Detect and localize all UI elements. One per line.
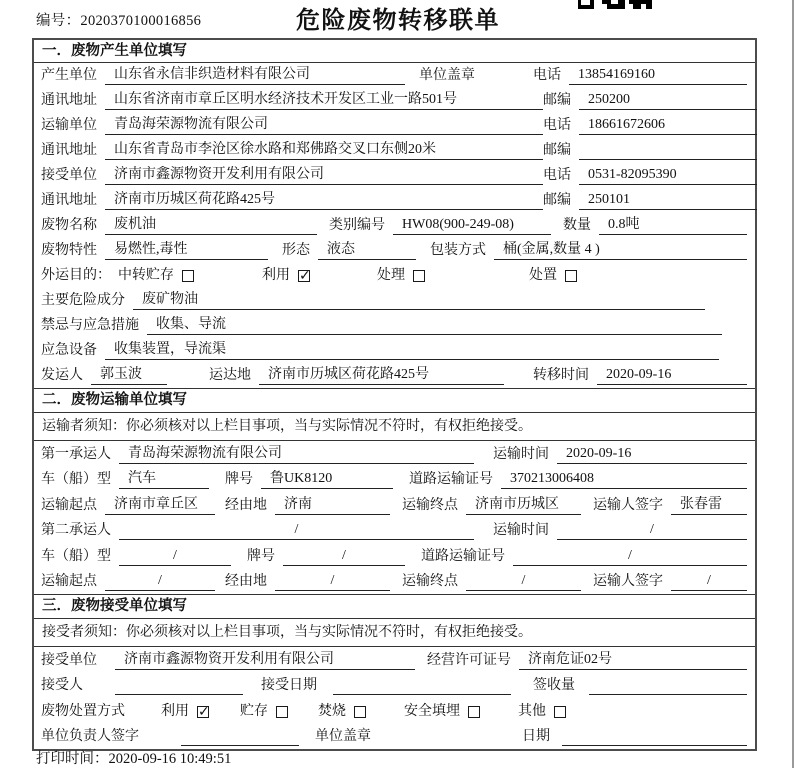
receipt-quantity-value (589, 677, 747, 695)
second-carrier-value: / (119, 521, 474, 540)
transporter-unit-value: 青岛海荣源物流有限公司 (105, 116, 543, 135)
transporter-tel-value: 18661672606 (579, 116, 757, 135)
vehicle-type-label: 车（船）型 (41, 472, 111, 487)
transport-time-2-label: 运输时间 (493, 523, 549, 538)
plate-number-value: 鲁UK8120 (261, 470, 393, 489)
road-permit-value: 370213006408 (501, 470, 747, 489)
accept-date-label: 接受日期 (261, 678, 317, 693)
road-permit-2-label: 道路运输证号 (421, 548, 505, 564)
receiver-tel-label: 电话 (543, 168, 571, 183)
route-start-label: 运输起点 (41, 497, 97, 513)
hazard-component-label: 主要危险成分 (41, 293, 125, 308)
producer-zip-value: 250200 (579, 91, 757, 110)
row-second-carrier (34, 518, 755, 544)
checkbox-utilize (298, 270, 310, 282)
producer-unit-label: 产生单位 (41, 68, 97, 83)
page-title: 危险废物转移联单 (296, 8, 500, 34)
option-label: 处置 (529, 268, 557, 283)
accept-person-label: 接受人 (41, 678, 83, 693)
disposal-option-other (518, 703, 566, 721)
responsible-signature-label: 单位负责人签字 (41, 729, 139, 744)
purpose-option-dispose (529, 267, 577, 285)
disposal-option-utilize (161, 703, 209, 721)
transfer-time-value: 2020-09-16 (597, 366, 747, 385)
plate-number-2-value: / (283, 547, 405, 566)
qr-code-fragment (578, 0, 652, 10)
emergency-measures-label: 禁忌与应急措施 (41, 318, 139, 333)
row-emergency-equipment (34, 338, 755, 363)
accept-unit-value: 济南市鑫源物资开发利用有限公司 (115, 651, 415, 670)
row-disposal-method (34, 698, 755, 724)
destination-label: 运达地 (209, 368, 251, 383)
waste-name-label: 废物名称 (41, 218, 97, 233)
option-label: 利用 (262, 268, 290, 283)
row-producer-address (34, 88, 755, 113)
route-via-value: 济南 (275, 496, 390, 515)
checkbox-disposal-utilize (197, 706, 209, 718)
receiver-unit-value: 济南市鑫源物资开发利用有限公司 (105, 166, 543, 185)
transporter-address-label: 通讯地址 (41, 143, 97, 158)
unit-stamp-2-label: 单位盖章 (315, 729, 371, 744)
transporter-address-value: 山东省青岛市李沧区徐水路和郑佛路交叉口东侧20米 (105, 141, 543, 160)
producer-address-value: 山东省济南市章丘区明水经济技术开发区工业一路501号 (105, 91, 543, 110)
row-dispatcher (34, 363, 755, 388)
route-end-value: 济南市历城区 (466, 496, 581, 515)
row-hazard-component (34, 288, 755, 313)
doc-number-value: 2020370100016856 (80, 13, 202, 29)
waste-name-value: 废机油 (105, 216, 317, 235)
destination-value: 济南市历城区荷花路425号 (259, 366, 504, 385)
producer-address-label: 通讯地址 (41, 93, 97, 108)
receiver-address-value: 济南市历城区荷花路425号 (105, 191, 543, 210)
row-responsible-signature (34, 724, 755, 750)
print-time-label: 打印时间： (36, 751, 109, 767)
receiver-tel-value: 0531-82095390 (579, 166, 757, 185)
plate-number-label: 牌号 (225, 472, 253, 487)
receipt-quantity-label: 签收量 (533, 678, 575, 693)
checkbox-disposal-other (554, 706, 566, 718)
route-end-2-value: / (466, 572, 581, 591)
waste-transfer-form (32, 38, 757, 751)
carrier-sign-2-value: / (671, 572, 747, 591)
accept-unit-label: 接受单位 (41, 652, 97, 668)
print-time-value: 2020-09-16 10:49:51 (108, 751, 232, 767)
dispatcher-value: 郭玉波 (91, 366, 167, 385)
packing-method-value: 桶(金属,数量 4 ) (494, 241, 747, 260)
disposal-method-label: 废物处置方式 (41, 703, 125, 719)
receiver-zip-value: 250101 (579, 191, 757, 210)
carrier-sign-value: 张春雷 (671, 496, 747, 515)
row-accept-person (34, 673, 755, 699)
row-route-1 (34, 492, 755, 518)
row-receiver-unit (34, 163, 755, 188)
row-route-2 (34, 569, 755, 595)
route-via-2-value: / (275, 572, 390, 591)
purpose-option-treat (377, 267, 425, 285)
transporter-zip-value (579, 142, 757, 160)
waste-form-value: 液态 (318, 241, 416, 260)
waste-property-value: 易燃性,毒性 (105, 241, 268, 260)
packing-method-label: 包装方式 (430, 243, 486, 258)
first-carrier-label: 第一承运人 (41, 446, 111, 462)
scan-edge-line (792, 0, 794, 768)
route-via-label: 经由地 (225, 497, 267, 513)
producer-zip-label: 邮编 (543, 93, 571, 108)
emergency-measures-value: 收集、导流 (147, 316, 722, 335)
producer-tel-label: 电话 (533, 68, 561, 83)
receiver-unit-label: 接受单位 (41, 168, 97, 183)
emergency-equipment-label: 应急设备 (41, 343, 97, 358)
row-transporter-address (34, 138, 755, 163)
transporter-unit-label: 运输单位 (41, 118, 97, 133)
sign-date-value (562, 728, 747, 746)
disposal-option-incinerate (318, 703, 366, 721)
plate-number-2-label: 牌号 (247, 548, 275, 564)
business-permit-label: 经营许可证号 (427, 652, 511, 668)
receiver-address-label: 通讯地址 (41, 193, 97, 208)
option-label: 其他 (518, 703, 546, 719)
producer-tel-value: 13854169160 (569, 66, 747, 85)
transporter-tel-label: 电话 (543, 118, 571, 133)
checkbox-disposal-store (276, 706, 288, 718)
purpose-option-utilize (262, 267, 310, 285)
emergency-equipment-value: 收集装置，导流渠 (105, 341, 719, 360)
row-vehicle-2 (34, 543, 755, 569)
carrier-sign-2-label: 运输人签字 (593, 574, 663, 589)
hazard-component-value: 废矿物油 (133, 291, 705, 310)
producer-unit-value: 山东省永信非织造材料有限公司 (105, 66, 405, 85)
waste-quantity-label: 数量 (563, 218, 591, 233)
row-accept-unit (34, 647, 755, 673)
row-producer-unit (34, 63, 755, 88)
row-vehicle-1 (34, 467, 755, 493)
row-first-carrier (34, 441, 755, 467)
route-via-2-label: 经由地 (225, 574, 267, 589)
business-permit-value: 济南危证02号 (519, 651, 747, 670)
route-end-2-label: 运输终点 (402, 574, 458, 589)
dispatcher-label: 发运人 (41, 368, 83, 383)
checkbox-dispose (565, 270, 577, 282)
road-permit-label: 道路运输证号 (409, 472, 493, 487)
transporter-notice: 运输者须知：你必须核对以上栏目事项，当与实际情况不符时，有权拒绝接受。 (34, 413, 755, 441)
accept-person-value (115, 677, 243, 695)
waste-quantity-value: 0.8吨 (599, 216, 747, 235)
waste-category-value: HW08(900-249-08) (393, 216, 551, 235)
unit-stamp-label: 单位盖章 (419, 68, 475, 83)
transport-time-value: 2020-09-16 (557, 445, 747, 464)
receiver-notice: 接受者须知：你必须核对以上栏目事项，当与实际情况不符时，有权拒绝接受。 (34, 619, 755, 647)
waste-form-label: 形态 (282, 243, 310, 258)
option-label: 处理 (377, 268, 405, 283)
doc-number-label: 编号： (36, 13, 81, 29)
transport-time-label: 运输时间 (493, 446, 549, 462)
row-waste-property (34, 238, 755, 263)
section-1-title: 一．废物产生单位填写 (34, 40, 755, 63)
route-start-value: 济南市章丘区 (105, 496, 215, 515)
vehicle-type-2-value: / (119, 547, 231, 566)
checkbox-treat (413, 270, 425, 282)
vehicle-type-value: 汽车 (119, 470, 209, 489)
row-waste-name (34, 213, 755, 238)
option-label: 中转贮存 (118, 268, 174, 283)
option-label: 贮存 (240, 703, 268, 719)
transfer-time-label: 转移时间 (533, 368, 589, 383)
route-start-2-label: 运输起点 (41, 574, 97, 589)
row-transporter-unit (34, 113, 755, 138)
disposal-option-landfill (404, 703, 480, 721)
option-label: 焚烧 (318, 703, 346, 719)
checkbox-disposal-landfill (468, 706, 480, 718)
transfer-purpose-label: 外运目的： (41, 268, 111, 283)
section-3-title: 三．废物接受单位填写 (34, 594, 755, 619)
waste-property-label: 废物特性 (41, 243, 97, 258)
print-time (36, 747, 231, 768)
row-receiver-address (34, 188, 755, 213)
transporter-zip-label: 邮编 (543, 143, 571, 158)
disposal-option-store (240, 703, 288, 721)
option-label: 安全填埋 (404, 703, 460, 719)
row-emergency-measures (34, 313, 755, 338)
option-label: 利用 (161, 703, 189, 719)
transport-time-2-value: / (557, 521, 747, 540)
accept-date-value (333, 677, 511, 695)
responsible-signature-value (181, 728, 299, 746)
carrier-sign-label: 运输人签字 (593, 497, 663, 513)
sign-date-label: 日期 (522, 729, 550, 744)
checkbox-transfer-storage (182, 270, 194, 282)
purpose-option-transfer-storage (118, 267, 194, 285)
road-permit-2-value: / (513, 547, 747, 566)
row-transfer-purpose (34, 263, 755, 288)
first-carrier-value: 青岛海荣源物流有限公司 (119, 445, 474, 464)
checkbox-disposal-incinerate (354, 706, 366, 718)
vehicle-type-2-label: 车（船）型 (41, 548, 111, 564)
second-carrier-label: 第二承运人 (41, 523, 111, 538)
section-2-title: 二．废物运输单位填写 (34, 388, 755, 413)
receiver-zip-label: 邮编 (543, 193, 571, 208)
route-start-2-value: / (105, 572, 215, 591)
route-end-label: 运输终点 (402, 497, 458, 513)
waste-category-label: 类别编号 (329, 218, 385, 233)
